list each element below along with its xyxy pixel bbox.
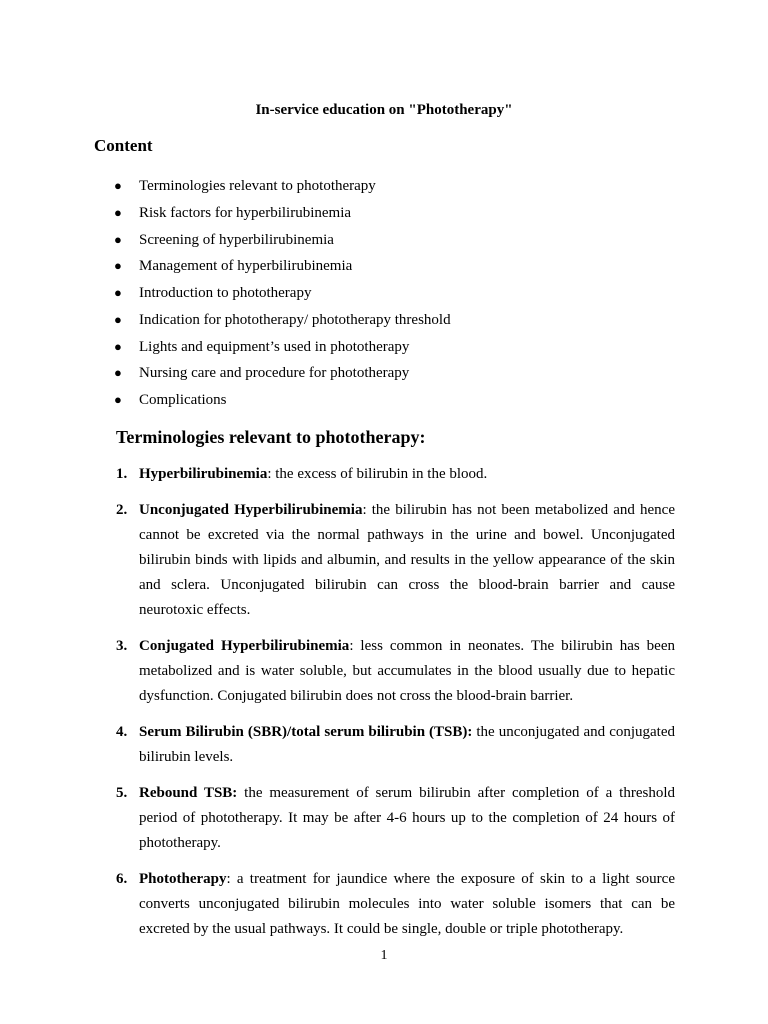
definition-number: 1. [116,466,128,482]
bullet-icon: ● [114,365,122,381]
definition-term: Rebound TSB: [139,785,238,801]
definition-text: : a treatment for jaundice where the exposure of skin to a light source converts unconjugated bilirubin molecules into water soluble isomers that can be excreted by the usual pathways. It could be single, double or triple phototherapy. [139,871,675,937]
definition-text: the measurement of serum bilirubin after completion of a threshold period of phototherapy. It may be after 4-6 hours up to the completion of 24 hours of phototherapy. [139,785,676,851]
bullet-icon: ● [114,392,122,407]
content-list-item-text: Screening of hyperbilirubinemia [139,231,334,248]
content-list-item-text: Lights and equipment’s used in phototherapy [139,338,410,355]
content-list-item-text: Complications [139,392,227,408]
definition-item [0,634,675,709]
definition-term: Unconjugated Hyperbilirubinemia [139,502,363,518]
definition-body [139,634,675,709]
definition-text: : the excess of bilirubin in the blood. [267,466,488,482]
definition-item [0,462,675,487]
definition-body [139,867,675,942]
definition-term: Hyperbilirubinemia [139,466,268,482]
definition-number: 2. [116,502,128,518]
definition-body [139,498,675,623]
definition-item [0,720,675,770]
definition-term: Conjugated Hyperbilirubinemia [139,638,350,654]
content-list-item-text: Indication for phototherapy/ phototherapy threshold [139,311,451,328]
content-list-item-text: Management of hyperbilirubinemia [139,258,353,275]
content-list-item-text: Risk factors for hyperbilirubinemia [139,204,352,221]
definition-item [0,781,675,856]
document-title: In-service education on "Phototherapy" [255,102,513,118]
definition-term: Serum Bilirubin (SBR)/total serum bilirubin (TSB): [139,724,473,740]
definition-number: 5. [116,785,128,801]
page-number: 1 [380,948,388,963]
definition-text: : the bilirubin has not been metabolized and hence cannot be excreted via the normal pathways in the urine and bowel. Unconjugated bilirubin binds with lipids and albumin, and results in the yellow appearance of the skin and sclera. Unconjugated bilirubin can cross the blood-brain barrier and cause neurotoxic effects. [139,502,675,618]
definition-number: 4. [116,724,128,740]
definition-body [139,781,675,856]
content-list-item-text: Terminologies relevant to phototherapy [139,178,376,194]
definition-term: Phototherapy [139,871,227,887]
bullet-icon: ● [114,204,122,220]
definition-item [0,498,675,623]
definition-item [0,867,675,942]
content-list-item-text: Nursing care and procedure for phototherapy [139,365,410,382]
definition-body [139,720,675,770]
definition-body [139,462,675,487]
bullet-icon: ● [114,178,122,193]
section-heading: Terminologies relevant to phototherapy: [116,427,426,447]
bullet-icon: ● [114,231,122,247]
bullet-icon: ● [114,338,122,354]
definition-text: : less common in neonates. The bilirubin has been metabolized and is water soluble, but accumulates in the blood usually due to hepatic dysfunction. Conjugated bilirubin does not cross the blood-brain barrier. [139,638,675,704]
definition-text: the unconjugated and conjugated bilirubin levels. [139,724,675,765]
bullet-icon: ● [114,311,122,327]
content-heading: Content [94,136,153,155]
content-list-item-text: Introduction to phototherapy [139,285,312,301]
definition-number: 6. [116,871,128,887]
bullet-icon: ● [114,258,122,274]
definition-number: 3. [116,638,128,654]
definitions-list [0,462,675,953]
bullet-icon: ● [114,285,122,300]
